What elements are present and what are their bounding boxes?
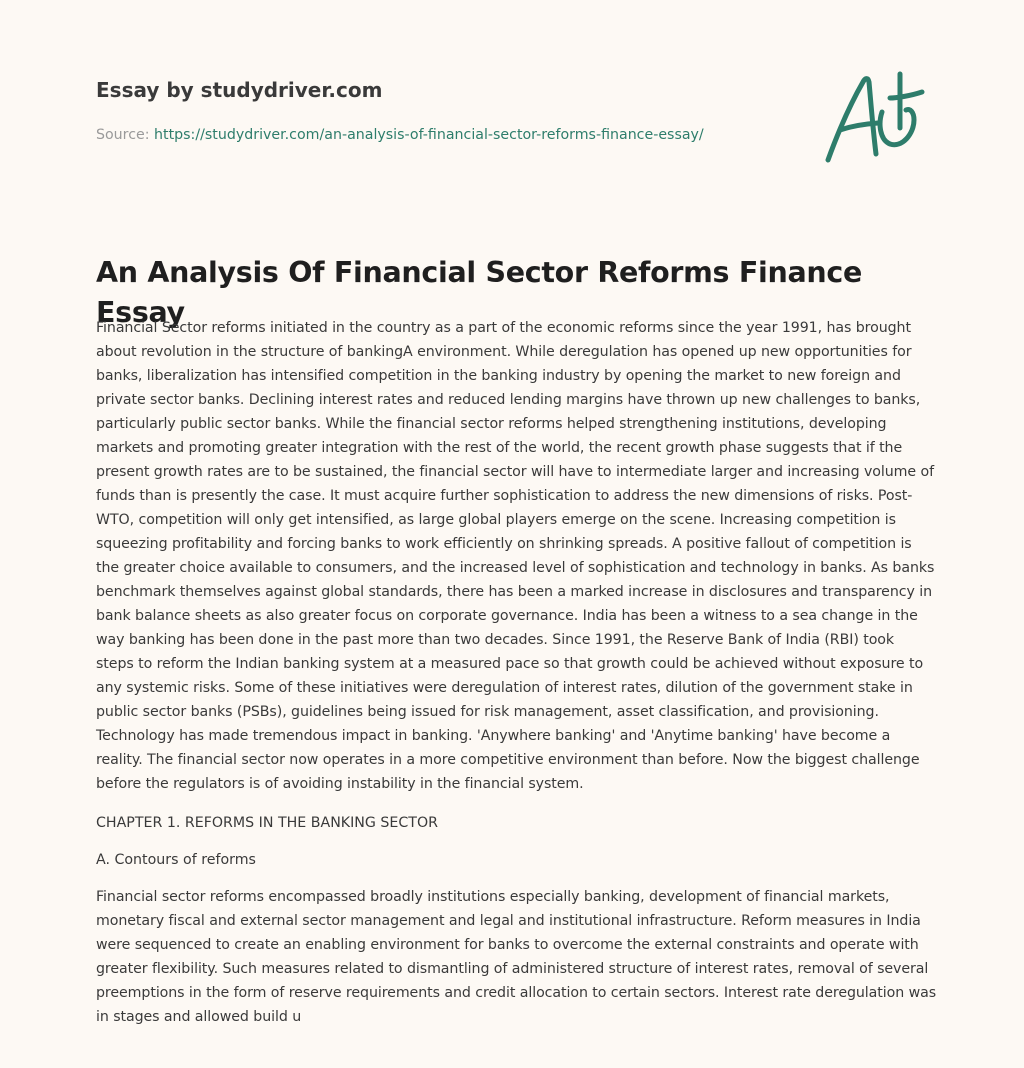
essay-content [96,316,936,1044]
source-link[interactable]: https://studydriver.com/an-analysis-of-financial-sector-reforms-finance-essay/ [154,127,704,143]
source-line [96,125,816,145]
source-label: Source: [96,127,150,143]
section-paragraph: Financial sector reforms encompassed broadly institutions especially banking, development of financial markets, monetary fiscal and external sector management and legal and institutional infrastructure. Reform measures in India were sequenced to create an enabling environment for banks to overcome the external constraints and operate with greater flexibility. Such measures related to dismantling of administered structure of interest rates, removal of several preemptions in the form of reserve requirements and credit allocation to certain sectors. Interest rate deregulation was in stages and allowed build u [96,889,937,1025]
a-plus-logo-icon [818,68,928,166]
essay-title: An Analysis Of Financial Sector Reforms Finance Essay [96,256,862,329]
site-title: Essay by studydriver.com [96,78,383,102]
chapter-heading: CHAPTER 1. REFORMS IN THE BANKING SECTOR [96,815,438,831]
page-header [96,76,816,145]
intro-paragraph: Financial Sector reforms initiated in the country as a part of the economic reforms since the year 1991, has brought about revolution in the structure of bankingA environment. While deregulation has opened up new opportunities for banks, liberalization has intensified competition in the banking industry by opening the market to new foreign and private sector banks. Declining interest rates and reduced lending margins have thrown up new challenges to banks, particularly public sector banks. While the financial sector reforms helped strengthening institutions, developing markets and promoting greater integration with the rest of the world, the recent growth phase suggests that if the present growth rates are to be sustained, the financial sector will have to intermediate larger and increasing volume of funds than is presently the case. It must acquire further sophistication to address the new dimensions of risks. Post-WTO, competition will only get intensified, as large global players emerge on the scene. Increasing competition is squeezing profitability and forcing banks to work efficiently on shrinking spreads. A positive fallout of competition is the greater choice available to consumers, and the increased level of sophistication and technology in banks. As banks benchmark themselves against global standards, there has been a marked increase in disclosures and transparency in bank balance sheets as also greater focus on corporate governance. India has been a witness to a sea change in the way banking has been done in the past more than two decades. Since 1991, the Reserve Bank of India (RBI) took steps to reform the Indian banking system at a measured pace so that growth could be achieved without exposure to any systemic risks. Some of these initiatives were deregulation of interest rates, dilution of the government stake in public sector banks (PSBs), guidelines being issued for risk management, asset classification, and provisioning. Technology has made tremendous impact in banking. 'Anywhere banking' and 'Anytime banking' have become a reality. The financial sector now operates in a more competitive environment than before. Now the biggest challenge before the regulators is of avoiding instability in the financial system. [96,320,935,792]
section-heading: A. Contours of reforms [96,852,256,868]
